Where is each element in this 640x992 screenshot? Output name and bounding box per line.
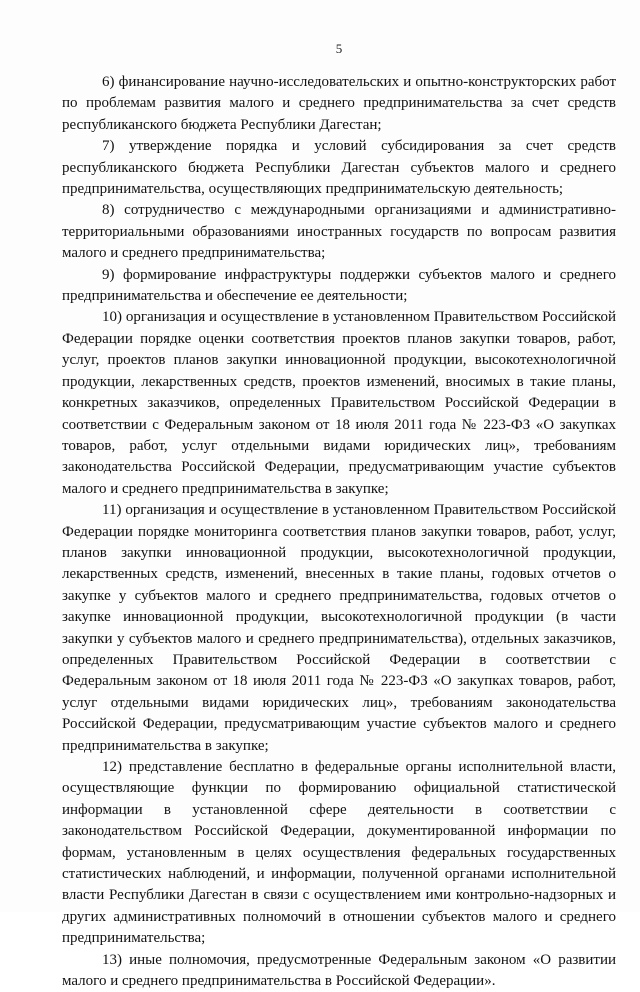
paragraph-item-9: 9) формирование инфраструктуры поддержки субъектов малого и среднего предпринимательства и обеспечение ее деятельности; xyxy=(62,266,616,305)
paragraph-item-6: 6) финансирование научно-исследовательских и опытно-конструкторских работ по проблемам развития малого и среднего предпринимательства за счет средств республиканского бюджета Республики Дагестан; xyxy=(62,74,616,133)
page-number: 5 xyxy=(335,41,343,56)
paragraph-item-8: 8) сотрудничество с международными организациями и административно-территориальными образованиями иностранных государств по вопросам развития малого и среднего предпринимательства; xyxy=(62,202,616,262)
paragraph-item-7: 7) утверждение порядка и условий субсидирования за счет средств республиканского бюджета Республики Дагестан субъектов малого и среднего предпринимательства, осуществляющих предпринимательскую деятельность; xyxy=(62,138,616,198)
document-body xyxy=(62,72,616,992)
paragraph-item-11: 11) организация и осуществление в установленном Правительством Российской Федерации порядке мониторинга соответствия планов закупки товаров, работ, услуг, планов закупки инновационной продукции, высокотехнологичной продукции, лекарственных средств, изменений, внесенных в такие планы, годовых отчетов о закупке у субъектов малого и среднего предпринимательства, годовых отчетов о закупке инновационной продукции, высокотехнологичной продукции (в части закупки у субъектов малого и среднего предпринимательства), отдельных заказчиков, определенных Правительством Российской Федерации в соответствии с Федеральным законом от 18 июля 2011 года № 223-ФЗ «О закупках товаров, работ, услуг отдельными видами юридических лиц», требованиям законодательства Российской Федерации, предусматривающим участие субъектов малого и среднего предпринимательства в закупке; xyxy=(62,502,616,754)
paragraph-item-13: 13) иные полномочия, предусмотренные Федеральным законом «О развитии малого и среднего предпринимательства в Российской Федерации». xyxy=(62,951,616,990)
paragraph-item-10: 10) организация и осуществление в установленном Правительством Российской Федерации порядке оценки соответствия проектов планов закупки товаров, работ, услуг, проектов планов закупки инновационной продукции, высокотехнологичной продукции, лекарственных средств, проектов изменений, вносимых в такие планы, конкретных заказчиков, определенных Правительством Российской Федерации в соответствии с Федеральным законом от 18 июля 2011 года № 223-ФЗ «О закупках товаров, работ, услуг отдельными видами юридических лиц», требованиям законодательства Российской Федерации, предусматривающим участие субъектов малого и среднего предпринимательства в закупке; xyxy=(62,309,616,497)
paragraph-item-12: 12) представление бесплатно в федеральные органы исполнительной власти, осуществляющие функции по формированию официальной статистической информации в установленной сфере деятельности в соответствии с законодательством Российской Федерации, документированной информации по формам, установленным в целях осуществления федеральных государственных статистических наблюдений, и информации, полученной органами исполнительной власти Республики Дагестан в связи с осуществлением ими контрольно-надзорных и других административных полномочий в отношении субъектов малого и среднего предпринимательства; xyxy=(62,759,616,947)
